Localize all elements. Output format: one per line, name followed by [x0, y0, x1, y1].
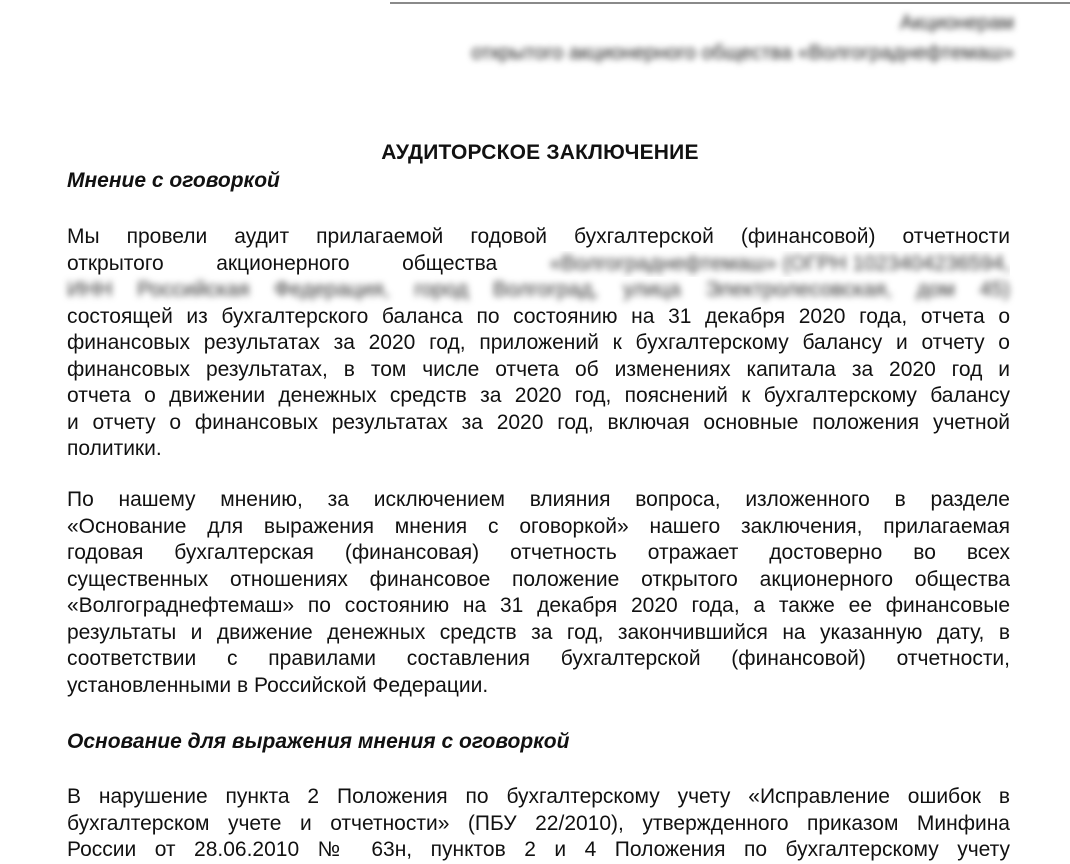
text-line: финансовых результатах за 2020 год, приложений к бухгалтерскому балансу и отчету о [67, 331, 1010, 354]
paragraph-opinion [67, 487, 1010, 699]
text-line: годовая бухгалтерская (финансовая) отчетность отражает достоверно во всех [67, 541, 1010, 564]
text-line: установленными в Российской Федерации. [67, 673, 489, 697]
text-line: существенных отношениях финансовое положение открытого акционерного общества [67, 567, 1010, 591]
text-line: результаты и движение денежных средств за год, закончившийся на указанную дату, в [67, 620, 1010, 644]
text-line [67, 251, 1010, 278]
text-line: отчета о движении денежных средств за 2020 год, пояснений к бухгалтерскому балансу [67, 384, 1010, 407]
text-line: финансовых результатах, в том числе отчета об изменениях капитала за 2020 год и [67, 357, 1010, 381]
text-line: Мы провели аудит прилагаемой годовой бухгалтерской (финансовой) отчетности [67, 225, 1010, 248]
text-line: По нашему мнению, за исключением влияния вопроса, изложенного в разделе [67, 488, 1010, 511]
addressee-line-1: Акционерам [899, 12, 1014, 34]
text-line: «Волгограднефтемаш» по состоянию на 31 декабря 2020 года, а также ее финансовые [67, 594, 1010, 617]
text-line: В нарушение пункта 2 Положения по бухгалтерскому учету «Исправление ошибок в [67, 785, 1010, 808]
text-line: соответствии с правилами составления бухгалтерской (финансовой) отчетности, [67, 647, 1010, 670]
document-title: АУДИТОРСКОЕ ЗАКЛЮЧЕНИЕ [381, 141, 699, 164]
text-fragment: открытого акционерного общества [67, 251, 498, 275]
text-line: политики. [67, 437, 162, 460]
paragraph-audit-scope [67, 224, 1010, 463]
redacted-address-line: ИНН Российская Федерация, город Волгоград, улица Электролесовская, дом 45) [67, 278, 1010, 301]
paragraph-basis [67, 784, 1010, 864]
top-rule [390, 2, 1070, 4]
addressee-line-2: открытого акционерного общества «Волгограднефтемаш» [471, 42, 1014, 64]
section-heading-basis-for-qualified-opinion: Основание для выражения мнения с оговоркой [67, 730, 570, 753]
text-line: и отчету о финансовых результатах за 2020 год, включая основные положения учетной [67, 410, 1010, 434]
section-heading-qualified-opinion: Мнение с оговоркой [67, 169, 280, 192]
addressee-block [374, 8, 1014, 68]
text-line: бухгалтерском учете и отчетности» (ПБУ 22/2010), утвержденного приказом Минфина [67, 811, 1010, 835]
text-line: состоящей из бухгалтерского баланса по состоянию на 31 декабря 2020 года, отчета о [67, 304, 1010, 328]
text-line: России от 28.06.2010 № 63н, пунктов 2 и 4 Положения по бухгалтерскому учету [67, 838, 1010, 861]
redacted-company-details: «Волгограднефтемаш» (ОГРН 1023404236594, [549, 251, 1010, 275]
text-line: «Основание для выражения мнения с оговоркой» нашего заключения, прилагаемая [67, 514, 1010, 538]
